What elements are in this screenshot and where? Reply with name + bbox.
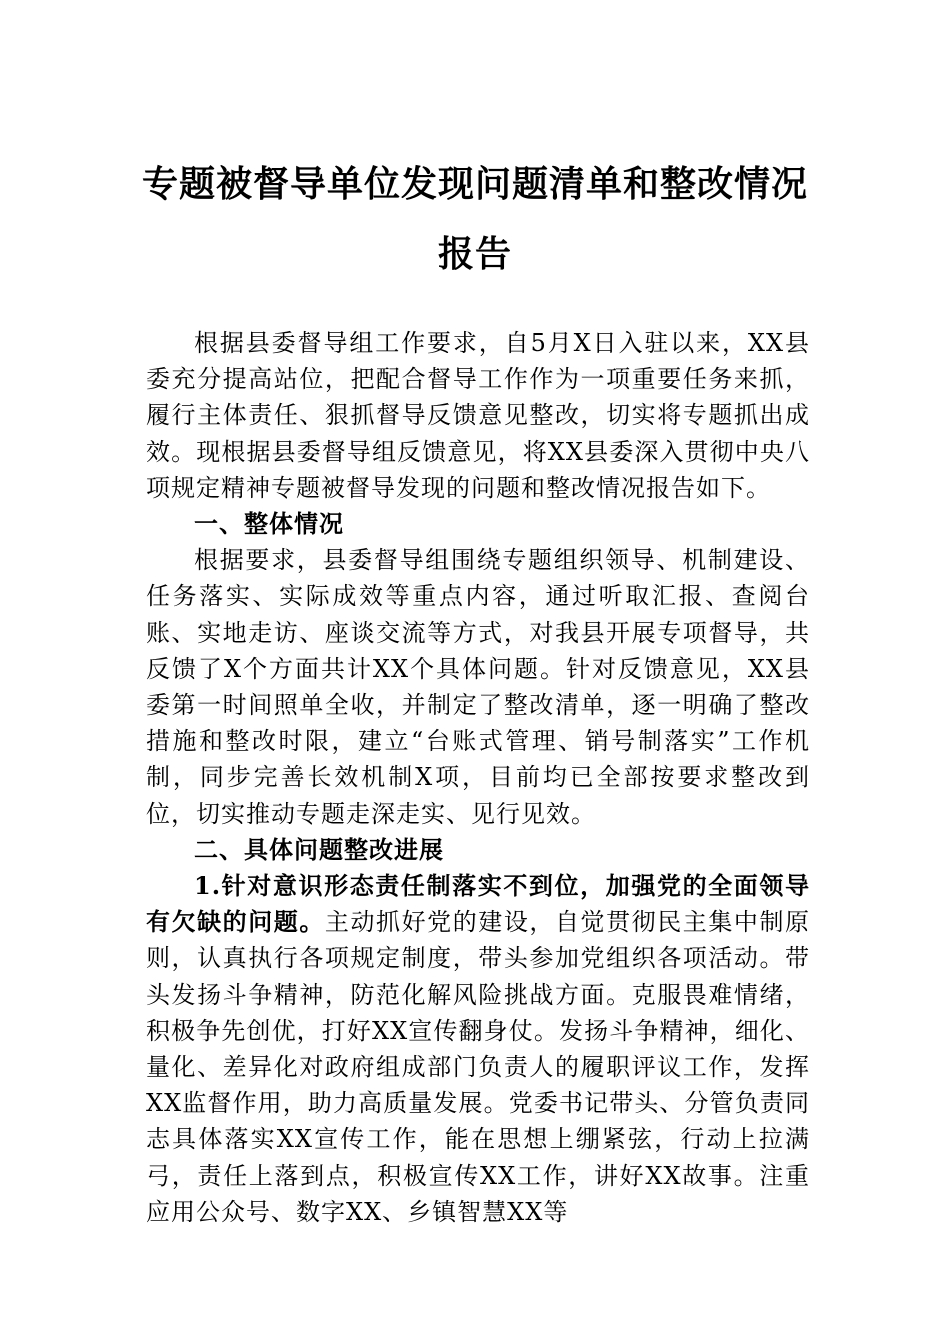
document-title-line-1: 专题被督导单位发现问题清单和整改情况: [141, 163, 808, 205]
intro-paragraph: 根据县委督导组工作要求，自5月X日入驻以来，XX县委充分提高站位，把配合督导工作作为一项重要任务来抓，履行主体责任、狠抓督导反馈意见整改，切实将专题抓出成效。现根据县委督导组反馈意见，将XX县委深入贯彻中央八项规定精神专题被督导发现的问题和整改情况报告如下。: [146, 329, 810, 502]
item-1-body: 主动抓好党的建设，自觉贯彻民主集中制原则，认真执行各项规定制度，带头参加党组织各项活动。带头发扬斗争精神，防范化解风险挑战方面。克服畏难情绪，积极争先创优，打好XX宣传翻身仗。发扬斗争精神，细化、量化、差异化对政府组成部门负责人的履职评议工作，发挥XX监督作用，助力高质量发展。党委书记带头、分管负责同志具体落实XX宣传工作，能在思想上绷紧弦，行动上拉满弓，责任上落到点，积极宣传XX工作，讲好XX故事。注重应用公众号、数字XX、乡镇智慧XX等: [146, 908, 811, 1226]
document-title-line-2: 报告: [437, 233, 512, 275]
item-1-lead: 1.针对意识形态责任制落实不到位，加强党的全面领导有欠缺的问题。: [146, 871, 810, 937]
section-2-heading: 二、具体问题整改进展: [194, 834, 444, 864]
item-1-paragraph: [146, 868, 810, 1230]
document-body: [146, 325, 810, 1230]
section-1-heading: 一、整体情况: [194, 509, 344, 539]
section-1-paragraph: 根据要求，县委督导组围绕专题组织领导、机制建设、任务落实、实际成效等重点内容，通过听取汇报、查阅台账、实地走访、座谈交流等方式，对我县开展专项督导，共反馈了X个方面共计XX个具体问题。针对反馈意见，XX县委第一时间照单全收，并制定了整改清单，逐一明确了整改措施和整改时限，建立“台账式管理、销号制落实”工作机制，同步完善长效机制X项，目前均已全部按要求整改到位，切实推动专题走深走实、见行见效。: [146, 546, 810, 828]
